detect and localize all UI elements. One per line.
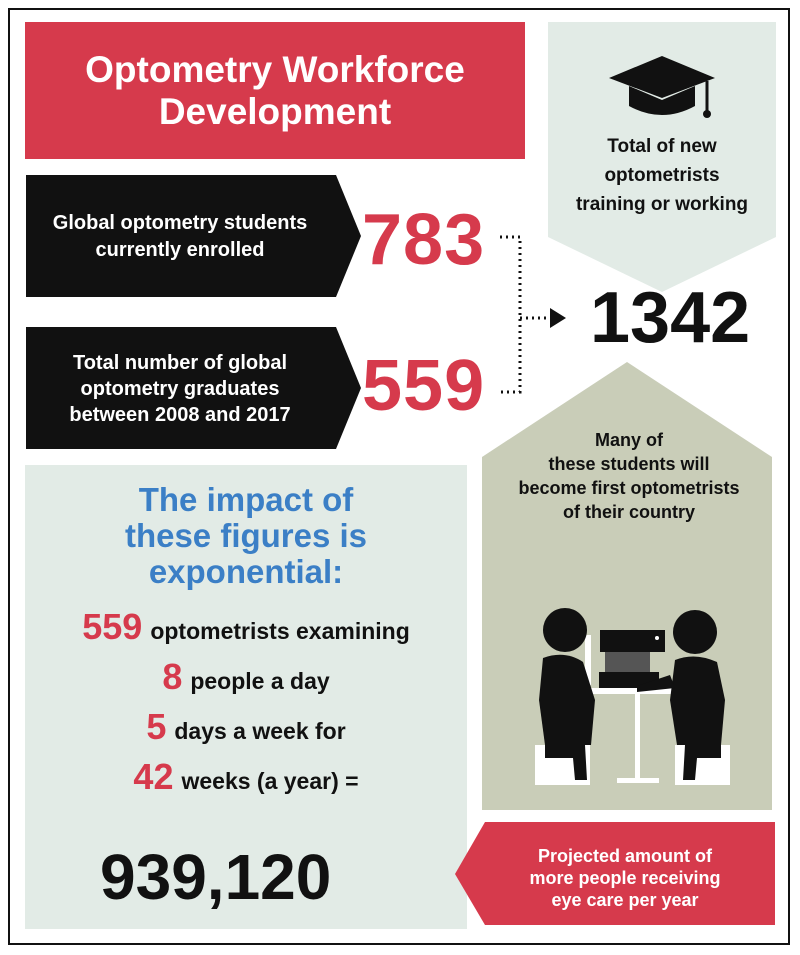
house-label: Many of these students will become first optometrists of their country [518,430,740,522]
students-value: 783 [362,200,486,280]
impact-heading: The impact of these figures is exponential: [124,481,368,590]
eye-exam-icon [525,600,755,790]
graduation-cap-icon [607,54,717,124]
calc-row: 42 weeks (a year) = [133,756,359,797]
total-value: 1342 [590,278,751,358]
title-banner [25,22,525,159]
graduates-label: Total number of global optometry graduates between 2008 and 2017 [69,352,291,426]
result-value: 939,120 [100,841,332,913]
students-label: Global optometry students currently enrolled [52,212,308,261]
projection-label: Projected amount of more people receiving eye care per year [529,846,721,910]
calc-row: 5 days a week for [146,706,346,747]
total-new-label: Total of new optometrists training or working [575,136,749,215]
calc-row: 8 people a day [162,656,330,697]
graduates-value: 559 [362,346,486,426]
total-new-panel [548,22,776,292]
page-title: Optometry Workforce Development [85,48,465,132]
calc-row: 559 optometrists examining [82,606,410,647]
